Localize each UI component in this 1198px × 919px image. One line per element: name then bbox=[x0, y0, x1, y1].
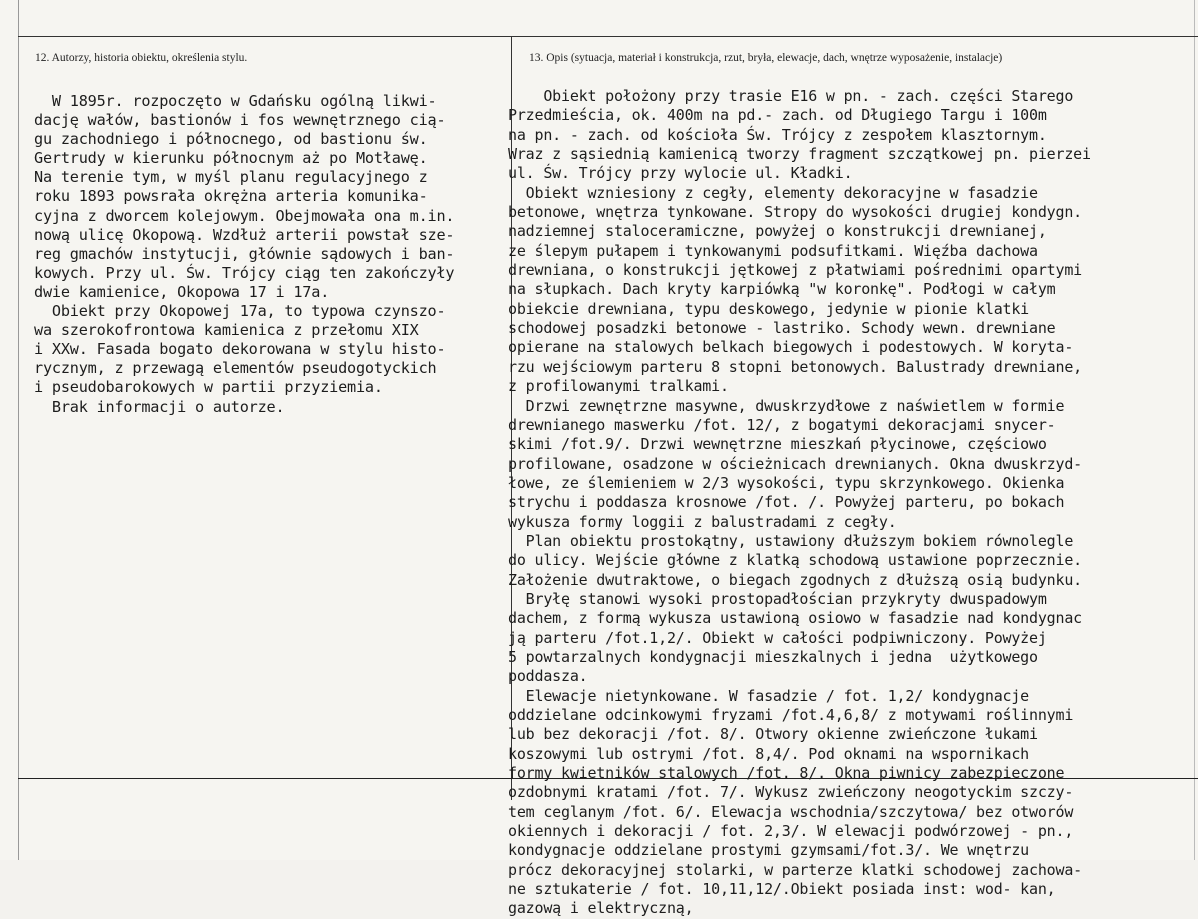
section-12-header: 12. Autorzy, historia obiektu, określenia stylu. bbox=[35, 52, 248, 64]
history-text-line: wa szerokofrontowa kamienica z przełomu XIX bbox=[34, 321, 419, 340]
history-text-column bbox=[34, 92, 504, 417]
history-text-line: reg gmachów instytucji, głównie sądowych i ban- bbox=[34, 244, 455, 263]
page-edge-left bbox=[18, 0, 19, 860]
description-text-line: ją parteru /fot.1,2/. Obiekt w całości podpiwniczony. Powyżej bbox=[508, 628, 1047, 647]
history-text-line: Gertrudy w kierunku północnym aż po Motławę. bbox=[34, 149, 428, 168]
top-rule bbox=[18, 36, 1198, 37]
description-text-column bbox=[508, 87, 1196, 919]
description-text-line: Wraz z sąsiednią kamienicą tworzy fragment szczątkowej pn. pierzei bbox=[508, 145, 1091, 164]
description-text-line: obiekcie drewniana, typu deskowego, jedynie w pionie klatki bbox=[508, 299, 1030, 318]
description-text-line: ne sztukaterie / fot. 10,11,12/.Obiekt posiada inst: wod- kan, bbox=[508, 880, 1056, 899]
history-text-line: kowych. Przy ul. Św. Trójcy ciąg ten zakończyły bbox=[34, 263, 455, 282]
description-text-line: Założenie dwutraktowe, o biegach zgodnych z dłuższą osią budynku. bbox=[508, 570, 1082, 589]
description-text-line: opierane na stalowych belkach biegowych i podestowych. W koryta- bbox=[508, 338, 1074, 357]
history-text-line: dację wałów, bastionów i fos wewnętrznego cią- bbox=[34, 111, 446, 130]
description-text-line: Przedmieścia, ok. 400m na pd.- zach. od Długiego Targu i 100m bbox=[508, 106, 1047, 125]
description-text-line: rzu wejściowym parteru 8 stopni betonowych. Balustrady drewniane, bbox=[508, 357, 1082, 376]
description-text-line: Plan obiektu prostokątny, ustawiony dłuższym bokiem równolegle bbox=[508, 531, 1074, 550]
description-text-line: na słupkach. Dach kryty karpiówką "w koronkę". Podłogi w całym bbox=[508, 280, 1056, 299]
description-text-line: oddzielane odcinkowymi fryzami /fot.4,6,8/ z motywami roślinnymi bbox=[508, 706, 1074, 724]
description-text-line: kondygnacje oddzielane prostymi gzymsami/fot.3/. We wnętrzu bbox=[508, 841, 1030, 860]
history-text-line: nową ulicę Okopową. Wzdłuż arterii powstał sze- bbox=[34, 225, 455, 244]
description-text-line: koszowymi lub ostrymi /fot. 8,4/. Pod oknami na wspornikach bbox=[508, 744, 1030, 763]
description-text-line: formy kwietników stalowych /fot. 8/. Okna piwnicy zabezpieczone bbox=[508, 764, 1065, 783]
history-text-line: gu zachodniego i północnego, od bastionu św. bbox=[34, 130, 428, 149]
description-text-line: poddasza. bbox=[508, 667, 588, 686]
history-text-line: W 1895r. rozpoczęto w Gdańsku ogólną likwi- bbox=[34, 92, 437, 110]
history-text-line: cyjna z dworcem kolejowym. Obejmowała ona m.in. bbox=[34, 206, 455, 225]
description-text-line: okiennych i dekoracji / fot. 2,3/. W elewacji podwórzowej - pn., bbox=[508, 822, 1074, 841]
description-text-line: 5 powtarzalnych kondygnacji mieszkalnych i jedna użytkowego bbox=[508, 647, 1038, 666]
description-text-line: Obiekt położony przy trasie E16 w pn. - zach. części Starego bbox=[508, 87, 1074, 105]
history-text-line: Na terenie tym, w myśl planu regulacyjnego z bbox=[34, 168, 428, 187]
description-text-line: betonowe, wnętrza tynkowane. Stropy do wysokości drugiej kondygn. bbox=[508, 203, 1082, 222]
description-text-line: tem ceglanym /fot. 6/. Elewacja wschodnia/szczytowa/ bez otworów bbox=[508, 802, 1074, 821]
history-text-line: i XXw. Fasada bogato dekorowana w stylu histo- bbox=[34, 340, 446, 359]
description-text-line: drewnianego maswerku /fot. 12/, z bogatymi dekoracjami snycer- bbox=[508, 415, 1056, 434]
description-text-line: nadziemnej staloceramiczne, powyżej o konstrukcji drewnianej, bbox=[508, 222, 1047, 241]
description-text-line: schodowej posadzki betonowe - lastriko. Schody wewn. drewniane bbox=[508, 319, 1056, 338]
description-text-line: łowe, ze ślemieniem w 2/3 wysokości, typu skrzynkowego. Okienka bbox=[508, 473, 1065, 492]
description-text-line: ze ślepym pułapem i tynkowanymi podsufitkami. Więźba dachowa bbox=[508, 241, 1038, 260]
description-text-line: wykusza formy loggii z balustradami z cegły. bbox=[508, 512, 897, 531]
history-text-line: roku 1893 powsrała okrężna arteria komunika- bbox=[34, 187, 428, 206]
history-text-line: Obiekt przy Okopowej 17a, to typowa czynszo- bbox=[34, 302, 446, 321]
description-text-line: drewniana, o konstrukcji jętkowej z płatwiami pośrednimi opartymi bbox=[508, 261, 1082, 280]
description-text-line: Obiekt wzniesiony z cegły, elementy dekoracyjne w fasadzie bbox=[508, 183, 1038, 202]
history-text-line: i pseudobarokowych w partii przyziemia. bbox=[34, 378, 383, 397]
description-text-line: z profilowanymi tralkami. bbox=[508, 377, 729, 396]
history-text-line: Brak informacji o autorze. bbox=[34, 397, 285, 416]
description-text-line: strychu i poddasza krosnowe /fot. /. Powyżej parteru, po bokach bbox=[508, 493, 1065, 512]
description-text-line: Elewacje nietynkowane. W fasadzie / fot. 1,2/ kondygnacje bbox=[508, 686, 1030, 705]
history-text-line: dwie kamienice, Okopowa 17 i 17a. bbox=[34, 282, 330, 301]
description-text-line: ozdobnymi kratami /fot. 7/. Wykusz zwieńczony neogotyckim szczy- bbox=[508, 783, 1074, 802]
description-text-line: skimi /fot.9/. Drzwi wewnętrzne mieszkań płycinowe, częściowo bbox=[508, 435, 1047, 454]
description-text-line: prócz dekoracyjnej stolarki, w parterze klatki schodowej zachowa- bbox=[508, 860, 1082, 879]
history-text-line: rycznym, z przewagą elementów pseudogotyckich bbox=[34, 359, 437, 378]
description-text-line: gazową i elektryczną, bbox=[508, 899, 694, 918]
description-text-line: Drzwi zewnętrzne masywne, dwuskrzydłowe z naświetlem w formie bbox=[508, 396, 1065, 415]
description-text-line: dachem, z formą wykusza ustawioną osiowo w fasadzie nad kondygnac bbox=[508, 609, 1082, 628]
description-text-line: ul. Św. Trójcy przy wylocie ul. Kładki. bbox=[508, 164, 853, 183]
description-text-line: Bryłę stanowi wysoki prostopadłościan przykryty dwuspadowym bbox=[508, 589, 1047, 608]
description-text-line: do ulicy. Wejście główne z klatką schodową ustawione poprzecznie. bbox=[508, 551, 1082, 570]
description-text-line: na pn. - zach. od kościoła Św. Trójcy z zespołem klasztornym. bbox=[508, 125, 1047, 144]
section-13-header: 13. Opis (sytuacja, materiał i konstrukcja, rzut, bryła, elewacje, dach, wnętrze wyposażenie, instalacje) bbox=[529, 52, 1003, 64]
description-text-line: lub bez dekoracji /fot. 8/. Otwory okienne zwieńczone łukami bbox=[508, 725, 1038, 744]
description-text-line: profilowane, osadzone w ościeżnicach drewnianych. Okna dwuskrzyd- bbox=[508, 454, 1082, 473]
